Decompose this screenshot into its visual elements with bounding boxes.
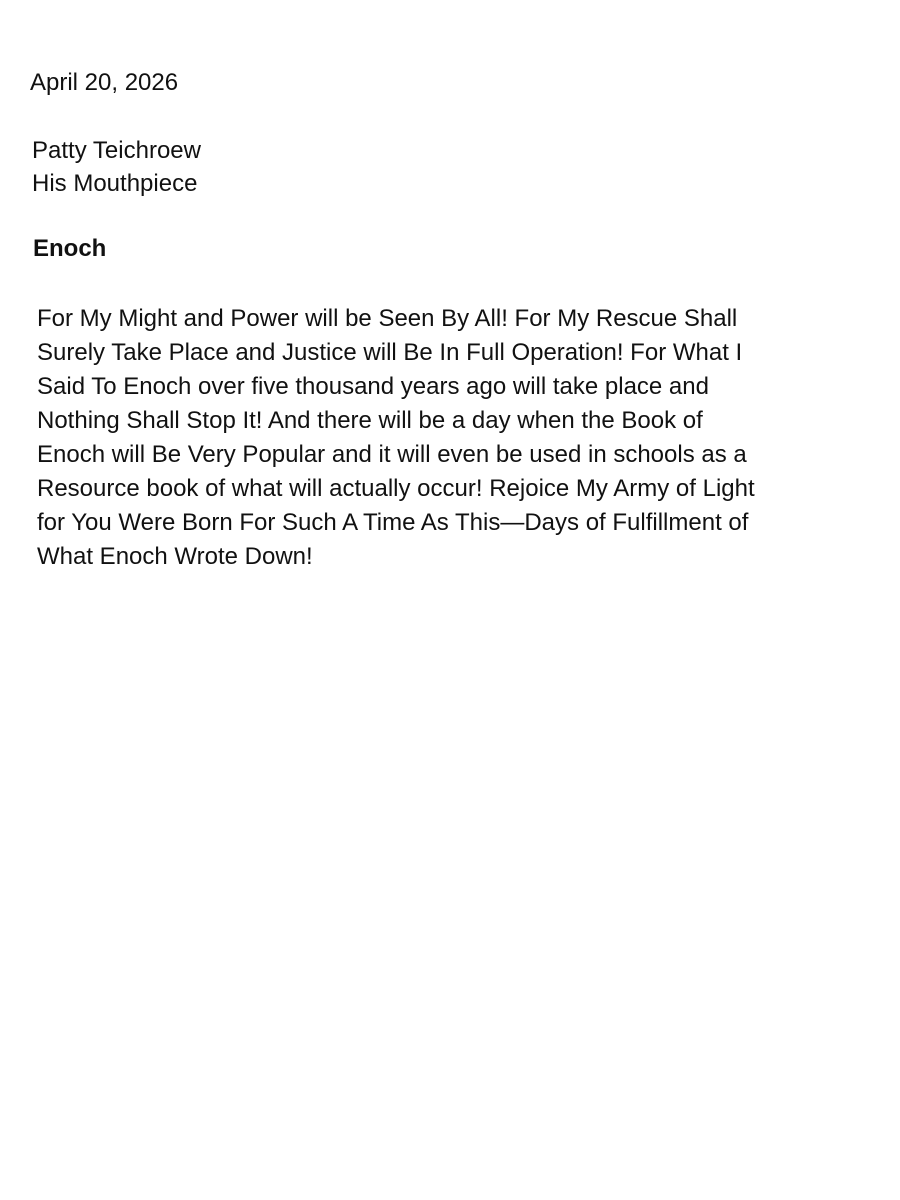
message-line: Said To Enoch over five thousand years ago will take place and [37,373,709,400]
message-body [37,302,887,574]
message-line: for You Were Born For Such A Time As This—Days of Fulfillment of [37,509,749,536]
author-role: His Mouthpiece [32,170,198,197]
author-block [32,134,201,200]
message-line: Resource book of what will actually occur! Rejoice My Army of Light [37,475,755,502]
message-line: Enoch will Be Very Popular and it will even be used in schools as a [37,441,747,468]
message-line: Surely Take Place and Justice will Be In Full Operation! For What I [37,339,743,366]
message-line: For My Might and Power will be Seen By All! For My Rescue Shall [37,305,738,332]
document-title: Enoch [33,235,107,262]
message-line: Nothing Shall Stop It! And there will be a day when the Book of [37,407,703,434]
document-date: April 20, 2026 [30,69,179,96]
author-name: Patty Teichroew [32,137,201,164]
message-line: What Enoch Wrote Down! [37,543,313,570]
